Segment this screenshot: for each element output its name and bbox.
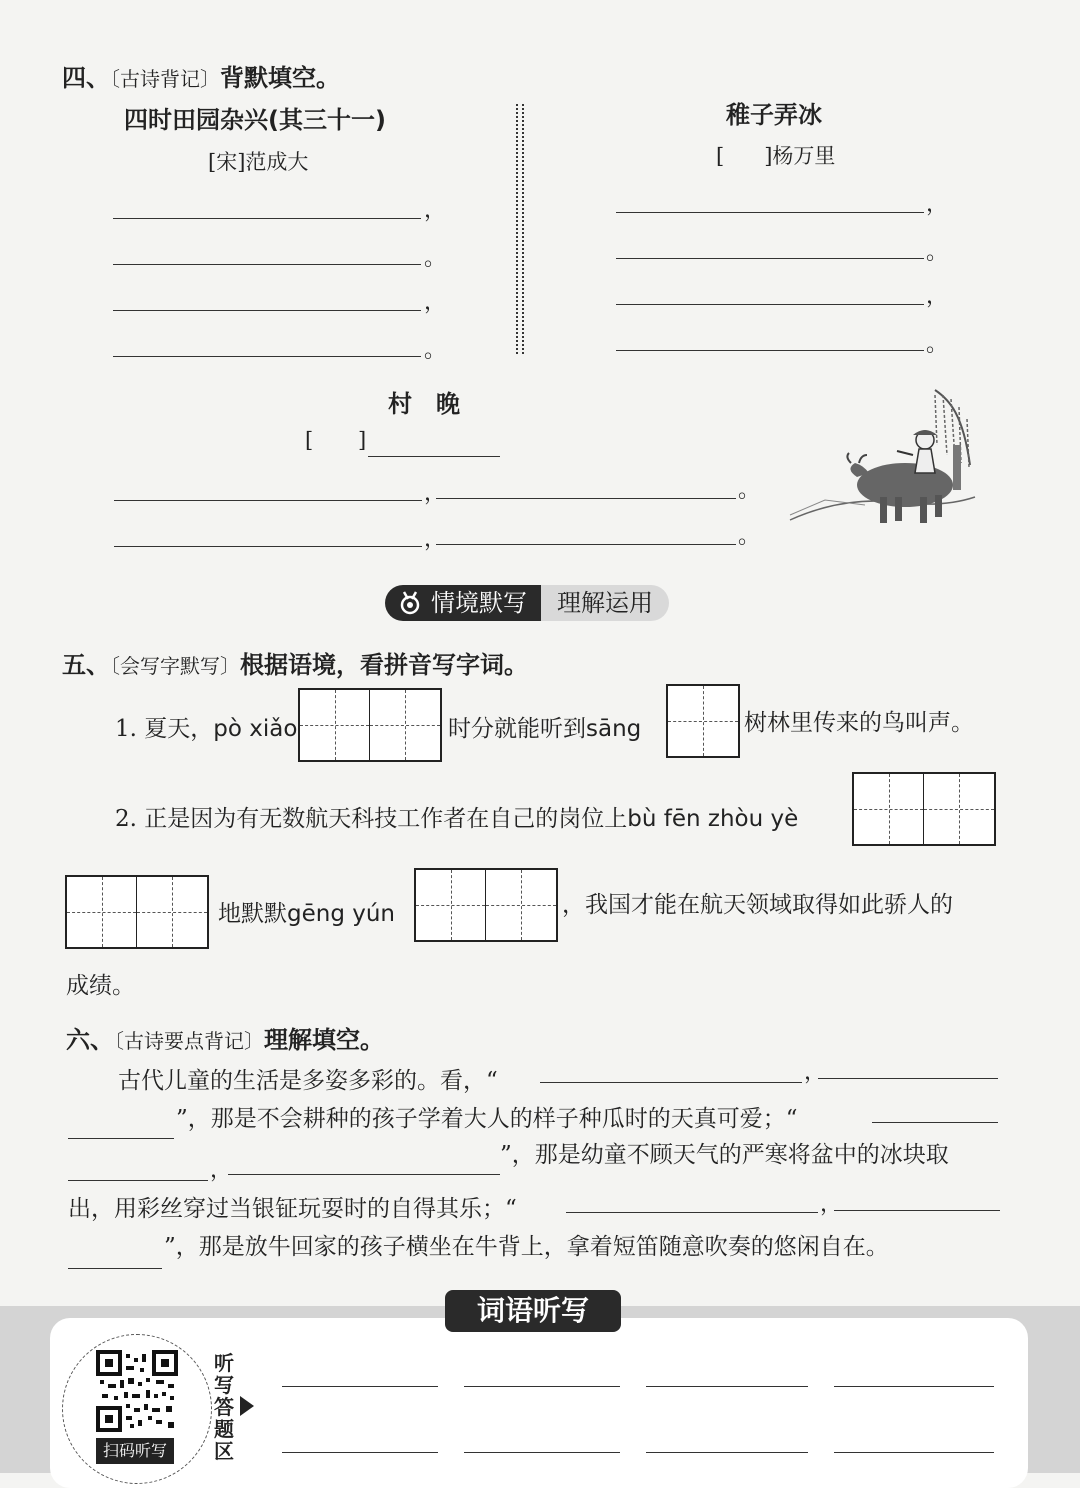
s6-comma-1: ，	[804, 1060, 827, 1085]
poem1-blank-2[interactable]	[113, 264, 421, 265]
poem1-blank-1[interactable]	[113, 218, 421, 219]
section6-heading	[66, 1020, 384, 1055]
s6-comma-2: ，	[210, 1158, 233, 1183]
poem1-author: [宋]范成大	[208, 150, 309, 174]
dictation-blank[interactable]	[646, 1386, 808, 1387]
q2-pinyin-1: bù fēn zhòu yè	[627, 806, 799, 832]
q2-answer-grid-2[interactable]	[414, 868, 558, 942]
dictation-tab: 词语听写	[445, 1290, 621, 1332]
poem3-punct-4: 。	[738, 524, 761, 549]
dictation-blank[interactable]	[282, 1452, 438, 1453]
poem2-title: 稚子弄冰	[726, 101, 822, 129]
poem3-author-blank[interactable]	[368, 456, 500, 457]
poem2-blank-4[interactable]	[616, 350, 924, 351]
poem1-blank-3[interactable]	[113, 310, 421, 311]
section-number: 六、	[66, 1026, 114, 1054]
q1-answer-grid-2[interactable]	[666, 684, 740, 758]
q2-mid-text: 地默默	[218, 901, 287, 927]
poem3-bracket-close: ]	[358, 428, 367, 452]
boy-on-buffalo-illustration	[785, 385, 980, 545]
s6-line3: ”，那是幼童不顾天气的严寒将盆中的冰块取	[500, 1142, 949, 1168]
banner-left-label: 情境默写	[431, 589, 527, 617]
poem1-title: 四时田园杂兴(其三十一)	[124, 106, 386, 134]
s6-blank-4[interactable]	[228, 1174, 500, 1175]
q1-pinyin-2: sāng	[586, 716, 642, 742]
dictation-blank[interactable]	[282, 1386, 438, 1387]
section-number: 四、	[62, 64, 110, 92]
poem2-author	[716, 140, 835, 170]
q1-mid-text: 时分就能听到	[448, 716, 586, 742]
poem3-blank-3[interactable]	[114, 546, 422, 547]
banner-right: 理解运用	[541, 585, 669, 621]
poem3-punct-1: ，	[424, 481, 447, 506]
char-cell[interactable]	[416, 870, 486, 940]
poem-divider	[512, 104, 530, 356]
s6-blank-2a[interactable]	[818, 1078, 998, 1079]
q2-pinyin-2: gēng yún	[287, 901, 396, 927]
char-cell[interactable]	[486, 870, 556, 940]
section-banner	[385, 585, 669, 621]
section-instruction: 背默填空。	[220, 64, 340, 92]
q1-middle	[448, 710, 641, 743]
poem3-punct-3: ，	[424, 527, 447, 552]
q1-answer-grid-1[interactable]	[298, 688, 442, 762]
banner-left	[385, 585, 541, 621]
poem2-punct-1: ，	[926, 192, 949, 217]
scan-dictation-label[interactable]: 扫码听写	[96, 1438, 174, 1464]
poem3-blank-4[interactable]	[436, 544, 736, 545]
q1-end: 树林里传来的鸟叫声。	[744, 710, 974, 736]
q2-answer-grid-1a[interactable]	[852, 772, 996, 846]
q2-end-2: 成绩。	[66, 973, 135, 999]
char-cell[interactable]	[67, 877, 137, 947]
answer-area-label: 听写答题区	[214, 1351, 234, 1463]
poem1-blank-4[interactable]	[113, 356, 421, 357]
section-instruction: 根据语境，看拼音写字词。	[240, 651, 528, 679]
poem2-punct-2: 。	[926, 240, 949, 265]
medal-icon	[397, 590, 423, 616]
poem2-punct-3: ，	[926, 284, 949, 309]
dictation-blank[interactable]	[464, 1452, 620, 1453]
poem2-blank-2[interactable]	[616, 258, 924, 259]
s6-line5: ”，那是放牛回家的孩子横坐在牛背上，拿着短笛随意吹奏的悠闲自在。	[164, 1234, 889, 1260]
q1-prefix	[115, 710, 297, 743]
dictation-blank[interactable]	[834, 1386, 994, 1387]
poem2-blank-3[interactable]	[616, 304, 924, 305]
q2-middle	[218, 895, 395, 928]
poem3-blank-2[interactable]	[436, 498, 736, 499]
poem3-punct-2: 。	[738, 478, 761, 503]
char-cell[interactable]	[668, 686, 738, 756]
section-instruction: 理解填空。	[264, 1026, 384, 1054]
poem2-punct-4: 。	[926, 332, 949, 357]
q1-pinyin-1: pò xiǎo	[213, 716, 298, 742]
bracket-open: [	[716, 144, 725, 168]
s6-line4: 出，用彩丝穿过当银钲玩耍时的自得其乐；“	[68, 1196, 517, 1222]
char-cell[interactable]	[300, 690, 370, 760]
s6-blank-6b[interactable]	[68, 1268, 162, 1269]
section5-heading	[62, 645, 528, 680]
s6-comma-3: ，	[820, 1192, 843, 1217]
poem1-punct-1: ，	[424, 198, 447, 223]
q2-text: 2. 正是因为有无数航天科技工作者在自己的岗位上	[115, 806, 628, 832]
q2-end: ，我国才能在航天领域取得如此骄人的	[562, 892, 953, 918]
s6-blank-6a[interactable]	[834, 1210, 1000, 1211]
s6-blank-3b[interactable]	[68, 1180, 208, 1181]
char-cell[interactable]	[137, 877, 207, 947]
section-number: 五、	[62, 651, 110, 679]
section4-heading	[62, 58, 340, 93]
s6-line2: ”，那是不会耕种的孩子学着大人的样子种瓜时的天真可爱；“	[176, 1106, 798, 1132]
poem3-title: 村 晚	[388, 390, 460, 418]
qr-code-icon[interactable]	[96, 1350, 178, 1432]
dictation-blank[interactable]	[646, 1452, 808, 1453]
s6-blank-2b[interactable]	[68, 1138, 174, 1139]
s6-blank-3a[interactable]	[872, 1122, 998, 1123]
section-tag: 〔古诗要点背记〕	[114, 1029, 264, 1053]
arrow-right-icon	[240, 1396, 254, 1416]
section-tag: 〔会写字默写〕	[110, 654, 240, 678]
poem2-author-name: ]杨万里	[764, 144, 836, 168]
q2-answer-grid-1b[interactable]	[65, 875, 209, 949]
dictation-blank[interactable]	[834, 1452, 994, 1453]
char-cell[interactable]	[924, 774, 994, 844]
q1-text: 1. 夏天，	[115, 716, 214, 742]
section-tag: 〔古诗背记〕	[110, 67, 220, 91]
poem1-punct-3: ，	[424, 290, 447, 315]
char-cell[interactable]	[370, 690, 440, 760]
s6-line1: 古代儿童的生活是多姿多彩的。看，“	[118, 1068, 498, 1094]
char-cell[interactable]	[854, 774, 924, 844]
poem3-bracket-open: [	[305, 428, 314, 452]
s6-blank-1[interactable]	[540, 1082, 802, 1083]
poem2-blank-1[interactable]	[616, 212, 924, 213]
poem1-punct-2: 。	[424, 246, 447, 271]
poem1-punct-4: 。	[424, 338, 447, 363]
q2-prefix	[115, 800, 798, 833]
poem3-blank-1[interactable]	[114, 500, 422, 501]
dictation-blank[interactable]	[464, 1386, 620, 1387]
s6-blank-5[interactable]	[566, 1212, 818, 1213]
